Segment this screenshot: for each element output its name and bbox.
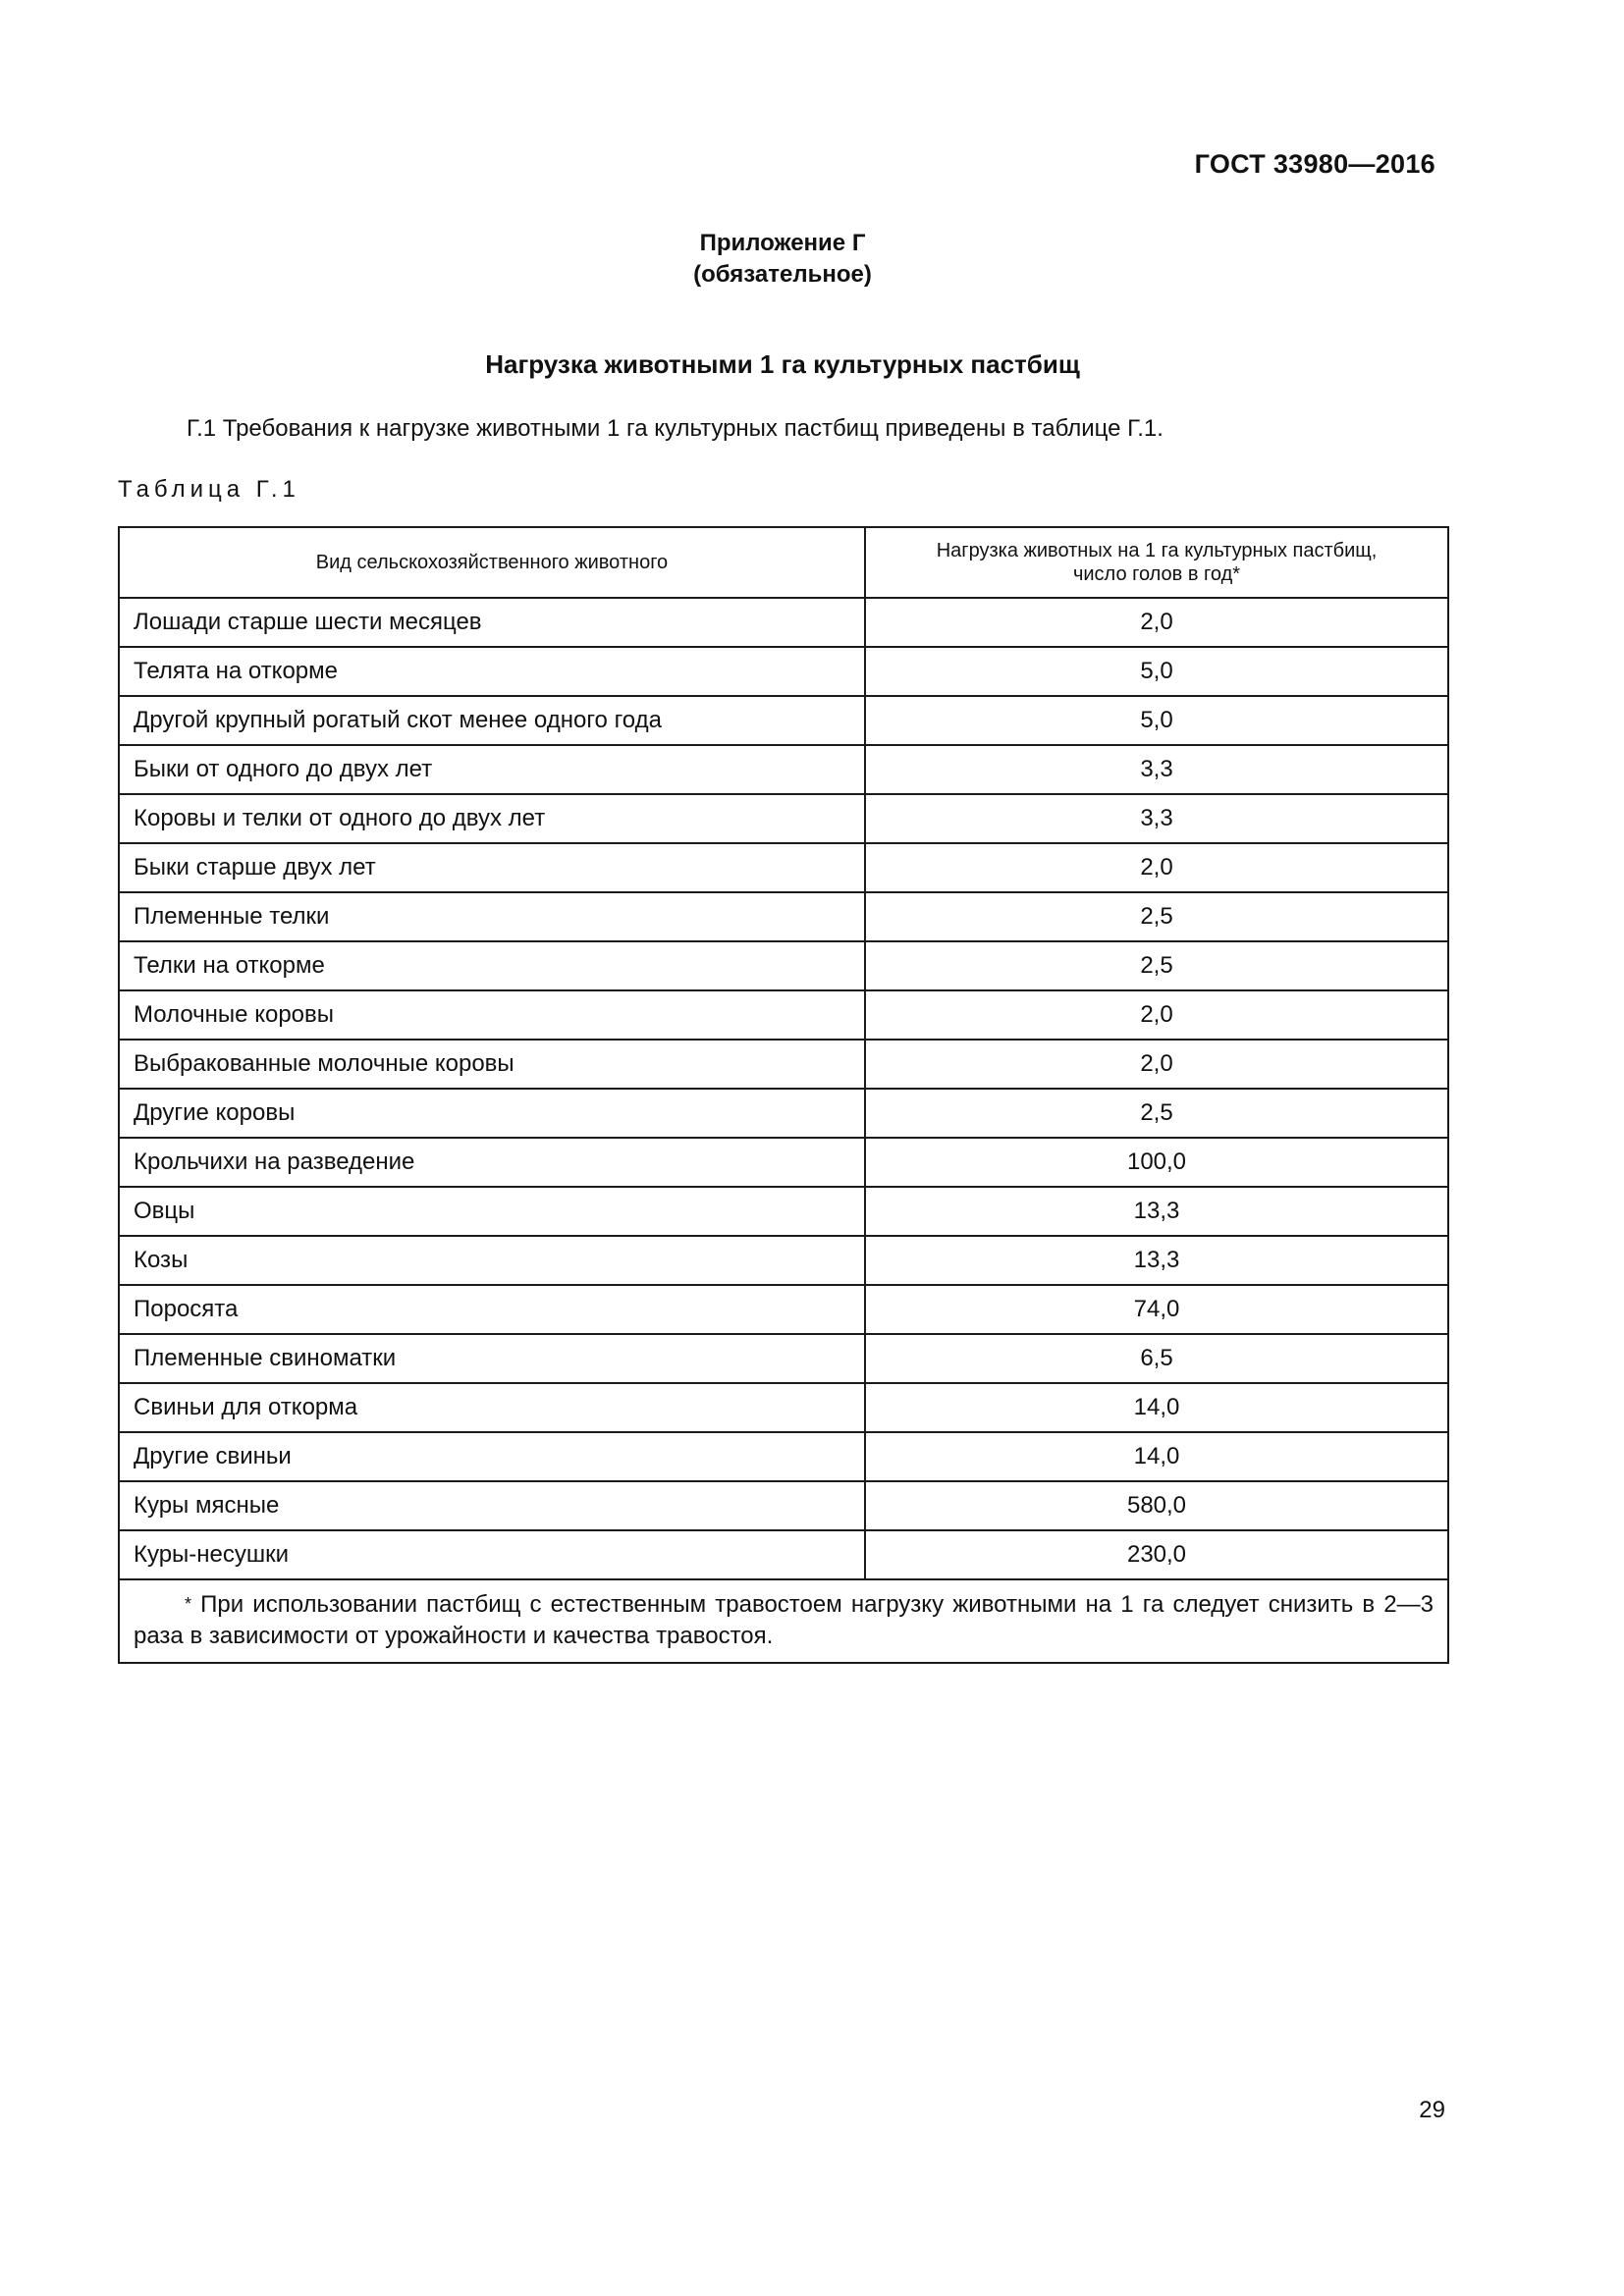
document-code: ГОСТ 33980—2016: [1194, 149, 1435, 179]
appendix-type: (обязательное): [693, 261, 872, 288]
load-value-cell: 13,3: [865, 1187, 1448, 1236]
animal-type-cell: Куры-несушки: [119, 1530, 865, 1579]
column-header-load-line1: Нагрузка животных на 1 га культурных пастбищ,: [936, 540, 1378, 561]
load-value-cell: 3,3: [865, 745, 1448, 794]
animal-type-cell: Быки старше двух лет: [119, 843, 865, 892]
table-row: [119, 1089, 1448, 1138]
load-value-cell: 2,5: [865, 892, 1448, 941]
animal-type-cell: Племенные свиноматки: [119, 1334, 865, 1383]
table-row: [119, 1236, 1448, 1285]
animal-type-cell: Овцы: [119, 1187, 865, 1236]
load-value-cell: 14,0: [865, 1383, 1448, 1432]
animal-type-cell: Телки на откорме: [119, 941, 865, 990]
table-row: [119, 794, 1448, 843]
table-row: [119, 745, 1448, 794]
load-value-cell: 2,0: [865, 1040, 1448, 1089]
table-row: [119, 941, 1448, 990]
table-body: [119, 598, 1448, 1579]
table-row: [119, 1187, 1448, 1236]
table-row: [119, 1481, 1448, 1530]
animal-type-cell: Лошади старше шести месяцев: [119, 598, 865, 647]
grazing-load-table: [118, 526, 1449, 1664]
load-value-cell: 13,3: [865, 1236, 1448, 1285]
animal-type-cell: Крольчихи на разведение: [119, 1138, 865, 1187]
load-value-cell: 3,3: [865, 794, 1448, 843]
animal-type-cell: Другие коровы: [119, 1089, 865, 1138]
table-row: [119, 1334, 1448, 1383]
load-value-cell: 2,0: [865, 843, 1448, 892]
animal-type-cell: Молочные коровы: [119, 990, 865, 1040]
load-value-cell: 5,0: [865, 647, 1448, 696]
table-row: [119, 1530, 1448, 1579]
animal-type-cell: Племенные телки: [119, 892, 865, 941]
load-value-cell: 74,0: [865, 1285, 1448, 1334]
intro-paragraph: Г.1 Требования к нагрузке животными 1 га культурных пастбищ приведены в таблице Г.1.: [187, 415, 1164, 442]
column-header-load-line2: число голов в год*: [1072, 563, 1241, 585]
table-row: [119, 1432, 1448, 1481]
table-row: [119, 1285, 1448, 1334]
animal-type-cell: Другие свиньи: [119, 1432, 865, 1481]
table-row: [119, 843, 1448, 892]
animal-type-cell: Свиньи для откорма: [119, 1383, 865, 1432]
table-row: [119, 696, 1448, 745]
page-number: 29: [1419, 2097, 1445, 2123]
animal-type-cell: Телята на откорме: [119, 647, 865, 696]
animal-type-cell: Козы: [119, 1236, 865, 1285]
load-value-cell: 230,0: [865, 1530, 1448, 1579]
load-value-cell: 2,0: [865, 990, 1448, 1040]
animal-type-cell: Выбракованные молочные коровы: [119, 1040, 865, 1089]
load-value-cell: 2,5: [865, 1089, 1448, 1138]
column-header-animal-type: Вид сельскохозяйственного животного: [119, 527, 865, 598]
section-title: Нагрузка животными 1 га культурных пастбищ: [485, 349, 1080, 379]
column-header-load: [865, 527, 1448, 598]
animal-type-cell: Куры мясные: [119, 1481, 865, 1530]
load-value-cell: 5,0: [865, 696, 1448, 745]
animal-type-cell: Другой крупный рогатый скот менее одного года: [119, 696, 865, 745]
table-row: [119, 598, 1448, 647]
animal-type-cell: Быки от одного до двух лет: [119, 745, 865, 794]
table-row: [119, 647, 1448, 696]
table-row: [119, 892, 1448, 941]
animal-type-cell: Коровы и телки от одного до двух лет: [119, 794, 865, 843]
table-row: [119, 1138, 1448, 1187]
table-row: [119, 1040, 1448, 1089]
footnote-text: При использовании пастбищ с естественным травостоем нагрузку животными на 1 га следует снизить в 2—3 раза в зависимости от урожайности и качества травостоя.: [134, 1591, 1434, 1649]
animal-type-cell: Поросята: [119, 1285, 865, 1334]
table-row: [119, 1383, 1448, 1432]
load-value-cell: 2,5: [865, 941, 1448, 990]
table-caption: Таблица Г.1: [118, 476, 300, 503]
footnote-marker: *: [185, 1594, 192, 1614]
table-header-row: [119, 527, 1448, 598]
appendix-title: Приложение Г: [699, 230, 866, 256]
load-value-cell: 580,0: [865, 1481, 1448, 1530]
load-value-cell: 6,5: [865, 1334, 1448, 1383]
table-row: [119, 990, 1448, 1040]
load-value-cell: 100,0: [865, 1138, 1448, 1187]
footnote-row: [119, 1579, 1448, 1663]
table-footnote: [119, 1579, 1448, 1663]
load-value-cell: 2,0: [865, 598, 1448, 647]
load-value-cell: 14,0: [865, 1432, 1448, 1481]
